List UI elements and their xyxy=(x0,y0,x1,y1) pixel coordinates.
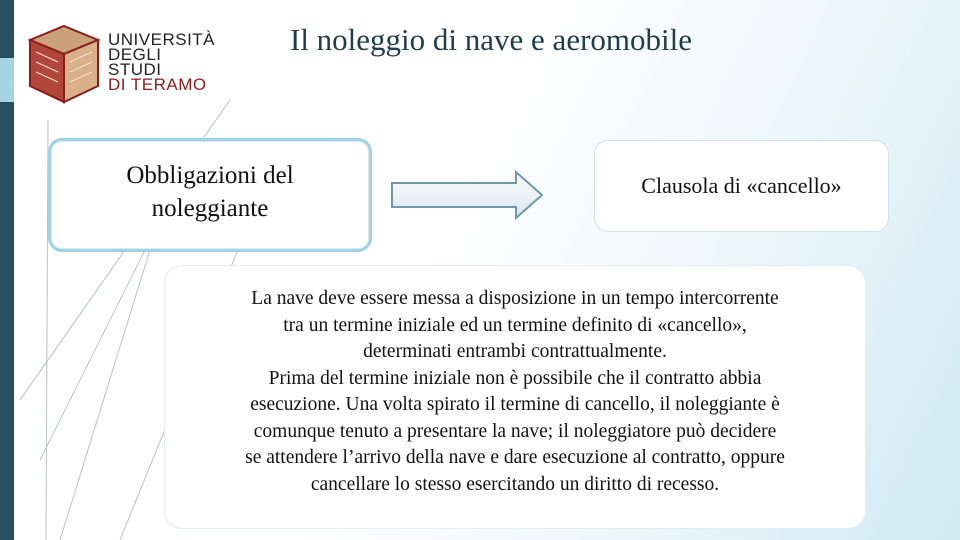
right-arrow-icon xyxy=(388,170,546,220)
logo-line-3: DI TERAMO xyxy=(108,75,207,94)
description-line: se attendere l’arrivo della nave e dare esecuzione al contratto, oppure xyxy=(245,447,785,468)
description-line: tra un termine iniziale ed un termine definito di «cancello», xyxy=(283,314,747,336)
obligations-box xyxy=(48,138,372,252)
description-text xyxy=(175,286,855,498)
description-line: comunque tenuto a presentare la nave; il noleggiatore può decidere xyxy=(253,420,777,442)
description-line: La nave deve essere messa a disposizione in un tempo intercorrente xyxy=(251,288,779,309)
logo-cube-icon xyxy=(26,22,102,106)
description-line: cancellare lo stesso esercitando un diritto di recesso. xyxy=(310,473,720,495)
obligations-line-1: Obbligazioni del xyxy=(126,162,294,189)
logo-wordmark xyxy=(108,32,215,92)
obligations-text xyxy=(51,159,369,225)
university-logo xyxy=(26,22,216,112)
description-box xyxy=(164,265,866,529)
gate-clause-box xyxy=(594,140,889,232)
description-line: Prima del termine iniziale non è possibile che il contratto abbia xyxy=(268,367,762,389)
slide-title: Il noleggio di nave e aeromobile xyxy=(290,22,693,57)
description-line: determinati entrambi contrattualmente. xyxy=(363,341,667,362)
logo-line-1: UNIVERSITÀ xyxy=(108,30,216,49)
description-line: esecuzione. Una volta spirato il termine di cancello, il noleggiante è xyxy=(250,394,780,415)
logo-line-2: DEGLI STUDI xyxy=(108,45,162,79)
gate-clause-text: Clausola di «cancello» xyxy=(641,173,842,198)
obligations-line-2: noleggiante xyxy=(151,195,269,222)
